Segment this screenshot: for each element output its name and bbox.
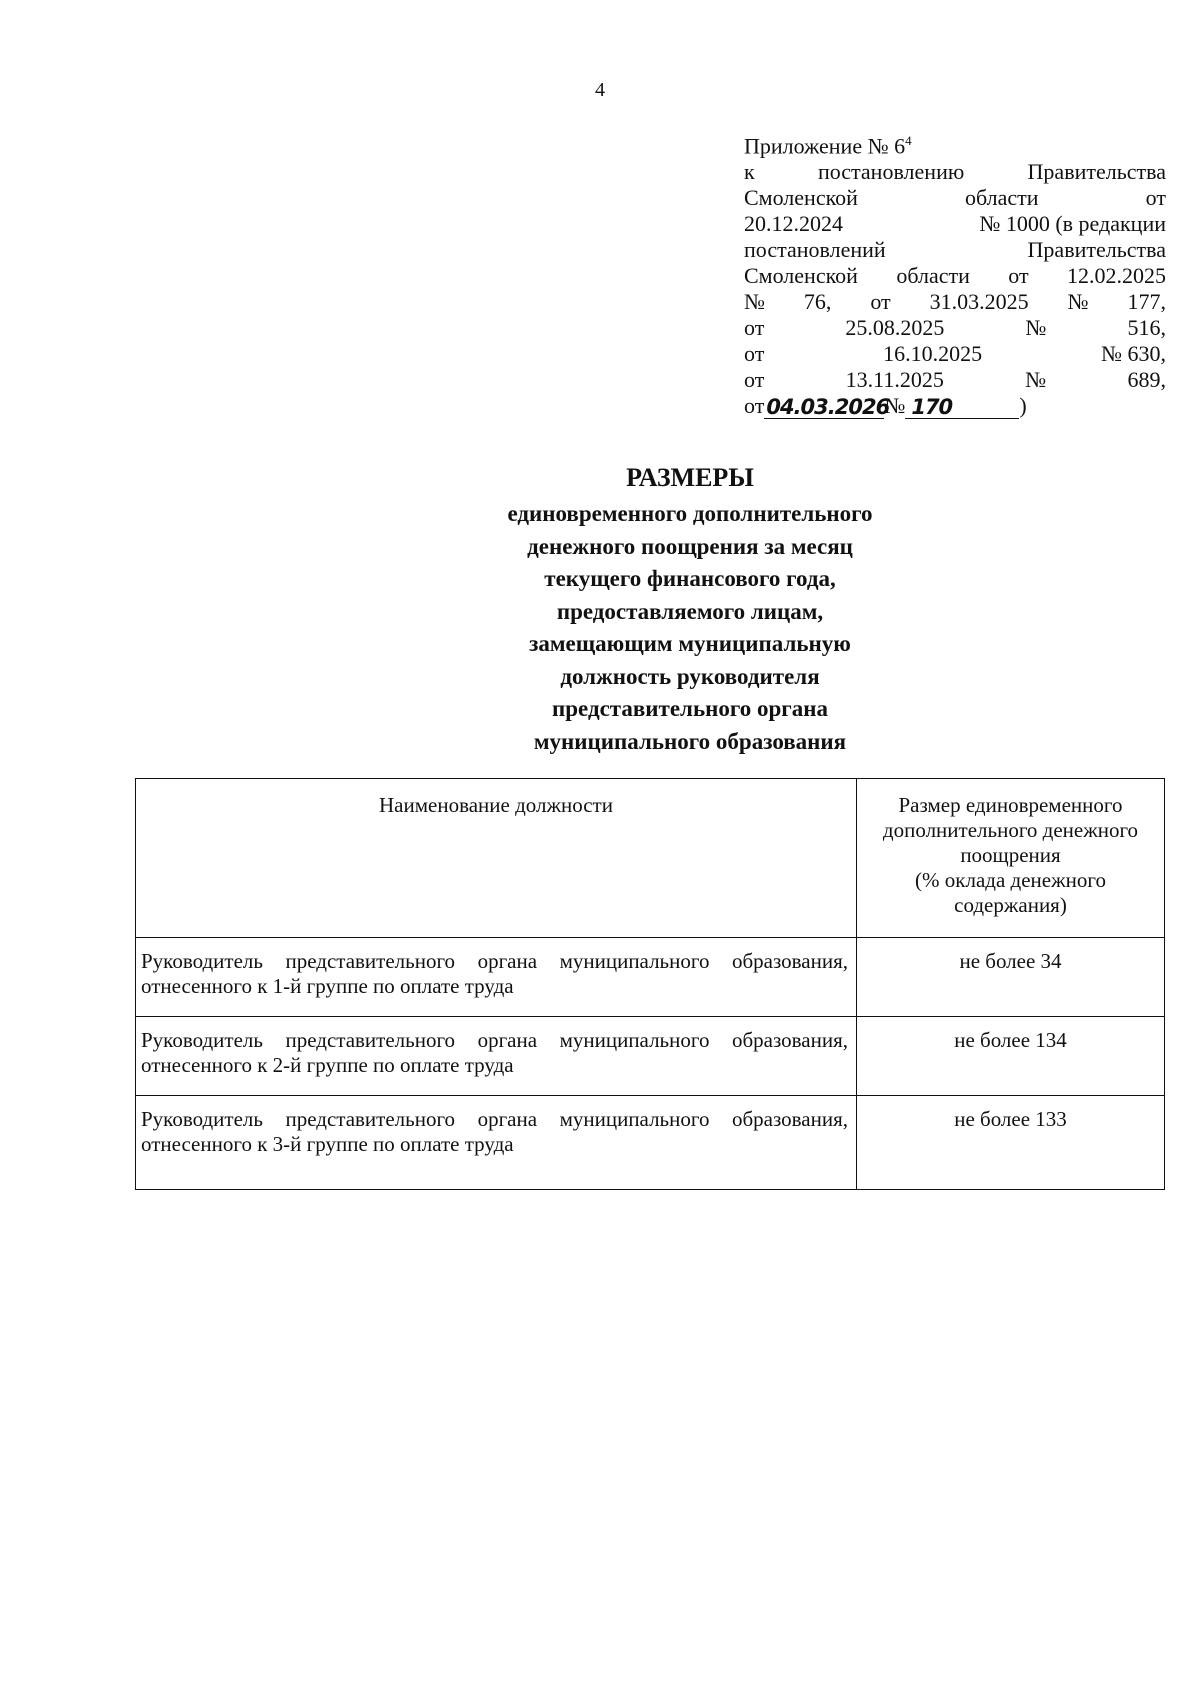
appendix-word: № — [744, 289, 765, 315]
header-position-name: Наименование должности — [136, 779, 857, 938]
document-title — [300, 462, 1080, 758]
table-row — [136, 1017, 1165, 1096]
appendix-signature-line — [744, 393, 1166, 419]
title-line: единовременного дополнительного — [507, 501, 873, 526]
appendix-word: № 1000 (в редакции — [979, 211, 1166, 237]
appendix-line — [744, 367, 1166, 393]
appendix-word: № — [1025, 367, 1047, 393]
position-name-cell: Руководитель представительного органа муниципального образования, отнесенного к 2-й группе по оплате труда — [136, 1017, 857, 1096]
header-size-line: содержания) — [954, 893, 1067, 917]
appendix-word: № — [1067, 289, 1089, 315]
appendix-line — [744, 185, 1166, 211]
appendix-line — [744, 315, 1166, 341]
appendix-word: от — [1008, 263, 1029, 289]
appendix-word: от — [744, 315, 765, 341]
header-size-line: дополнительного денежного — [882, 818, 1139, 842]
bonus-size-cell: не более 134 — [857, 1017, 1165, 1096]
appendix-line — [744, 341, 1166, 367]
title-main: РАЗМЕРЫ — [626, 463, 754, 492]
table-header-row — [136, 779, 1165, 938]
appendix-word: области — [965, 185, 1039, 211]
appendix-word: 12.02.2025 — [1066, 263, 1166, 289]
appendix-word: 31.03.2025 — [929, 289, 1029, 315]
appendix-word: постановлений — [744, 237, 886, 263]
appendix-word: постановлению — [817, 159, 965, 185]
appendix-word: Правительства — [1027, 159, 1166, 185]
closing-paren: ) — [1019, 393, 1027, 419]
page-number: 4 — [595, 79, 605, 101]
appendix-title-sup: 4 — [905, 133, 912, 148]
appendix-title — [744, 128, 1166, 159]
title-line: муниципального образования — [533, 728, 847, 754]
appendix-line — [744, 263, 1166, 289]
appendix-word: Смоленской — [744, 185, 858, 211]
appendix-word: области — [896, 263, 970, 289]
header-size-line: (% оклада денежного — [915, 868, 1106, 892]
appendix-line — [744, 237, 1166, 263]
appendix-word: от — [870, 289, 891, 315]
position-name-cell: Руководитель представительного органа муниципального образования, отнесенного к 3-й группе по оплате труда — [136, 1096, 857, 1190]
appendix-word: 689, — [1127, 367, 1166, 393]
appendix-word: 177, — [1127, 289, 1166, 315]
appendix-word: Смоленской — [744, 263, 858, 289]
appendix-word: № 630, — [1100, 341, 1166, 367]
appendix-word: Правительства — [1027, 237, 1166, 263]
appendix-word: 76, — [803, 289, 832, 315]
number-sign: № — [884, 393, 906, 419]
title-line: предоставляемого лицам, — [556, 598, 824, 624]
payment-table — [135, 778, 1165, 1190]
appendix-line — [744, 211, 1166, 237]
table-row — [136, 938, 1165, 1017]
appendix-word: от — [1145, 185, 1166, 211]
header-bonus-size — [857, 779, 1165, 938]
appendix-line — [744, 289, 1166, 315]
appendix-word: к — [744, 159, 755, 185]
appendix-word: от — [744, 341, 765, 367]
handwritten-date: 04.03.2026 — [766, 395, 890, 420]
title-line: представительного органа — [552, 696, 828, 721]
title-line: замещающим муниципальную — [529, 631, 851, 656]
appendix-word: 20.12.2024 — [744, 211, 843, 237]
appendix-word: 25.08.2025 — [845, 315, 945, 341]
appendix-line — [744, 159, 1166, 185]
appendix-word: от — [744, 367, 765, 393]
table-row — [136, 1096, 1165, 1190]
appendix-word: 16.10.2025 — [883, 341, 983, 367]
appendix-word: 13.11.2025 — [845, 367, 944, 393]
bonus-size-cell: не более 34 — [857, 938, 1165, 1017]
title-line: текущего финансового года, — [544, 566, 836, 591]
appendix-last-prefix: от — [744, 393, 765, 419]
bonus-size-cell: не более 133 — [857, 1096, 1165, 1190]
position-name-cell: Руководитель представительного органа муниципального образования, отнесенного к 1-й группе по оплате труда — [136, 938, 857, 1017]
appendix-header — [744, 128, 1166, 419]
header-size-line: поощрения — [960, 843, 1061, 867]
appendix-word: 516, — [1127, 315, 1166, 341]
appendix-word: № — [1025, 315, 1047, 341]
handwritten-number: 170 — [905, 396, 1019, 419]
title-line: должность руководителя — [560, 663, 820, 689]
header-size-line: Размер единовременного — [898, 793, 1123, 817]
appendix-title-text: Приложение № 6 — [744, 133, 906, 159]
title-line: денежного поощрения за месяц — [527, 533, 853, 559]
